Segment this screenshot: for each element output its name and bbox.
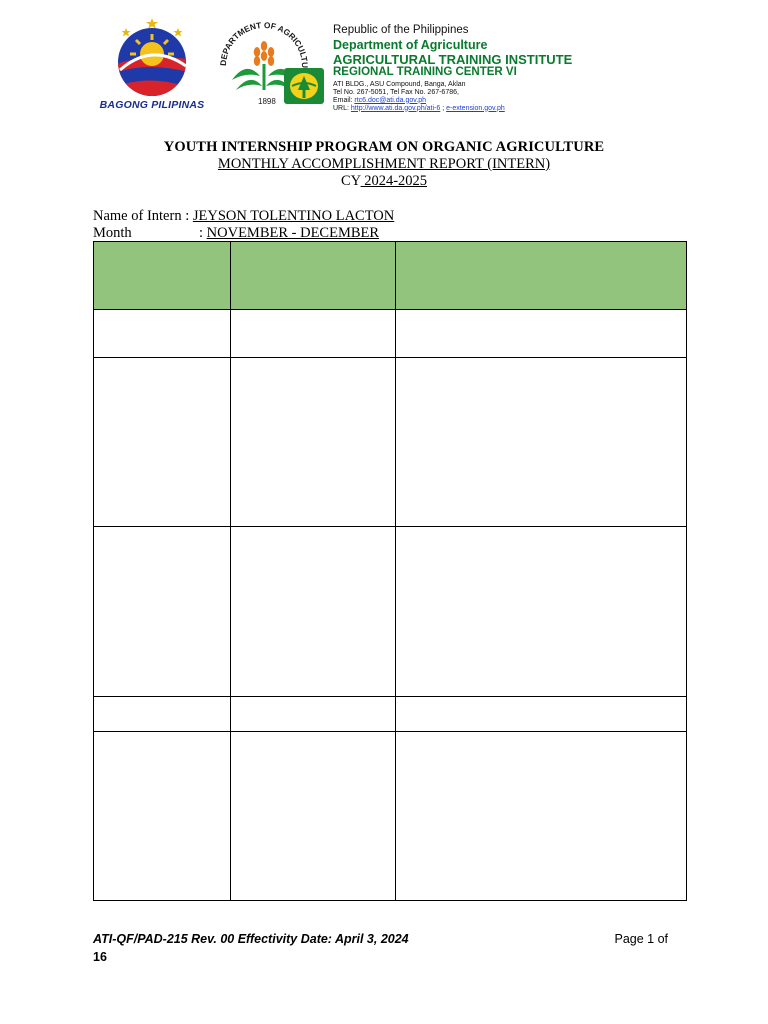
calendar-year-prefix: CY: [340, 173, 361, 189]
table-header-cell: [231, 242, 396, 310]
intern-name-value: JEYSON TOLENTINO LACTON: [192, 208, 395, 224]
table-cell: [231, 358, 396, 527]
page-total: 16: [93, 950, 107, 964]
table-cell: [231, 697, 396, 732]
calendar-year: [0, 173, 768, 190]
table-row: [94, 310, 687, 358]
accomplishment-table: [93, 241, 687, 901]
da-seal-arc-text: DEPARTMENT OF AGRICULTU: [217, 20, 311, 69]
email-line: [333, 97, 633, 104]
url-line: [333, 105, 633, 112]
page-number-label: Page 1 of: [614, 932, 668, 946]
svg-text:DEPARTMENT OF AGRICULTURE: [212, 20, 310, 68]
table-header-row: [94, 242, 687, 310]
republic-line: Republic of the Philippines: [333, 24, 469, 36]
form-reference: ATI-QF/PAD-215 Rev. 00 Effectivity Date: April 3, 2024: [93, 932, 409, 946]
month-colon: :: [199, 225, 204, 241]
table-row: [94, 358, 687, 527]
table-cell: [231, 527, 396, 697]
table-cell: [396, 697, 687, 732]
table-cell: [94, 358, 231, 527]
e-extension-link[interactable]: e-extension.gov.ph: [446, 104, 505, 112]
month-row: [93, 225, 379, 242]
table-cell: [231, 310, 396, 358]
bagong-pilipinas-logo: [96, 16, 208, 112]
agency-header: [333, 25, 633, 113]
table-row: [94, 697, 687, 732]
bagong-pilipinas-emblem-icon: [108, 16, 196, 100]
table-cell: [396, 527, 687, 697]
report-title: MONTHLY ACCOMPLISHMENT REPORT (INTERN): [217, 156, 551, 172]
table-cell: [94, 310, 231, 358]
da-seal-year: 1898: [258, 97, 276, 106]
table-header-cell: [396, 242, 687, 310]
table-header-cell: [94, 242, 231, 310]
da-seal-icon: [212, 20, 332, 110]
telephone-line: Tel No. 267-5051, Tel Fax No. 267-6786,: [333, 88, 459, 96]
intern-name-label: Name of Intern :: [93, 208, 190, 224]
table-cell: [396, 310, 687, 358]
month-value: NOVEMBER - DECEMBER: [206, 225, 380, 241]
page-footer: [93, 932, 668, 964]
url-label: URL:: [333, 104, 351, 112]
table-cell: [94, 527, 231, 697]
email-link[interactable]: rtc6.doc@ati.da.gov.ph: [354, 96, 426, 104]
calendar-year-value: 2024-2025: [360, 173, 428, 189]
table-cell: [94, 697, 231, 732]
report-title-block: [0, 139, 768, 190]
bagong-pilipinas-wordmark: BAGONG PILIPINAS: [99, 99, 205, 111]
table-row: [94, 527, 687, 697]
table-cell: [231, 732, 396, 901]
table-cell: [396, 732, 687, 901]
institute-line: AGRICULTURAL TRAINING INSTITUTE: [333, 52, 573, 67]
table-cell: [396, 358, 687, 527]
intern-name-row: [93, 208, 394, 225]
department-of-agriculture-seal: [212, 20, 332, 110]
url-separator: ;: [440, 104, 447, 112]
month-label: Month: [93, 225, 132, 241]
table-cell: [94, 732, 231, 901]
department-line: Department of Agriculture: [333, 37, 488, 52]
website-link[interactable]: http://www.ati.da.gov.ph/ati-6: [350, 104, 441, 112]
program-title: YOUTH INTERNSHIP PROGRAM ON ORGANIC AGRICULTURE: [163, 139, 605, 155]
address-line: ATI BLDG., ASU Compound, Banga, Aklan: [333, 80, 466, 88]
table-row: [94, 732, 687, 901]
center-line: REGIONAL TRAINING CENTER VI: [333, 66, 517, 78]
email-label: Email:: [333, 96, 355, 104]
